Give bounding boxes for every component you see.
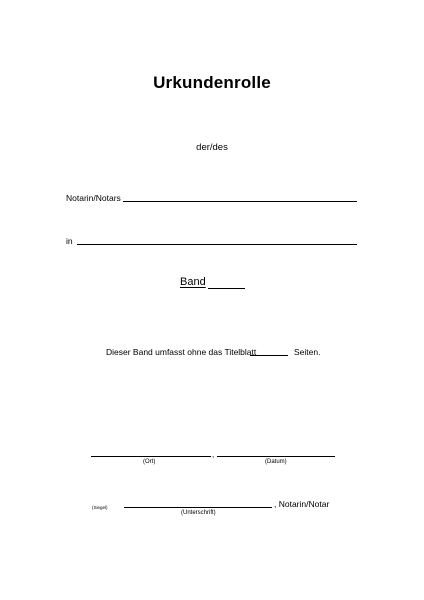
document-title: Urkundenrolle (153, 73, 271, 92)
date-label: (Datum) (265, 459, 287, 465)
location-label: in (66, 236, 73, 246)
place-label: (Ort) (143, 459, 156, 465)
place-date-separator: , (212, 450, 215, 459)
signature-label: (Unterschrift) (181, 510, 216, 516)
signature-line (124, 507, 272, 508)
notary-label: Notarin/Notars (66, 193, 121, 203)
seal-label: (Siegel) (92, 505, 108, 510)
volume-label: Band (180, 276, 206, 288)
document-subtitle: der/des (196, 142, 228, 153)
page-count-line (250, 355, 288, 356)
date-line (217, 456, 335, 457)
place-line (91, 456, 211, 457)
signature-suffix: , Notarin/Notar (274, 499, 330, 509)
pages-sentence-start: Dieser Band umfasst ohne das Titelblatt (106, 347, 257, 357)
volume-number-line (208, 288, 245, 289)
notary-name-line (123, 201, 357, 202)
pages-sentence-end: Seiten. (294, 347, 321, 357)
location-line (77, 244, 357, 245)
